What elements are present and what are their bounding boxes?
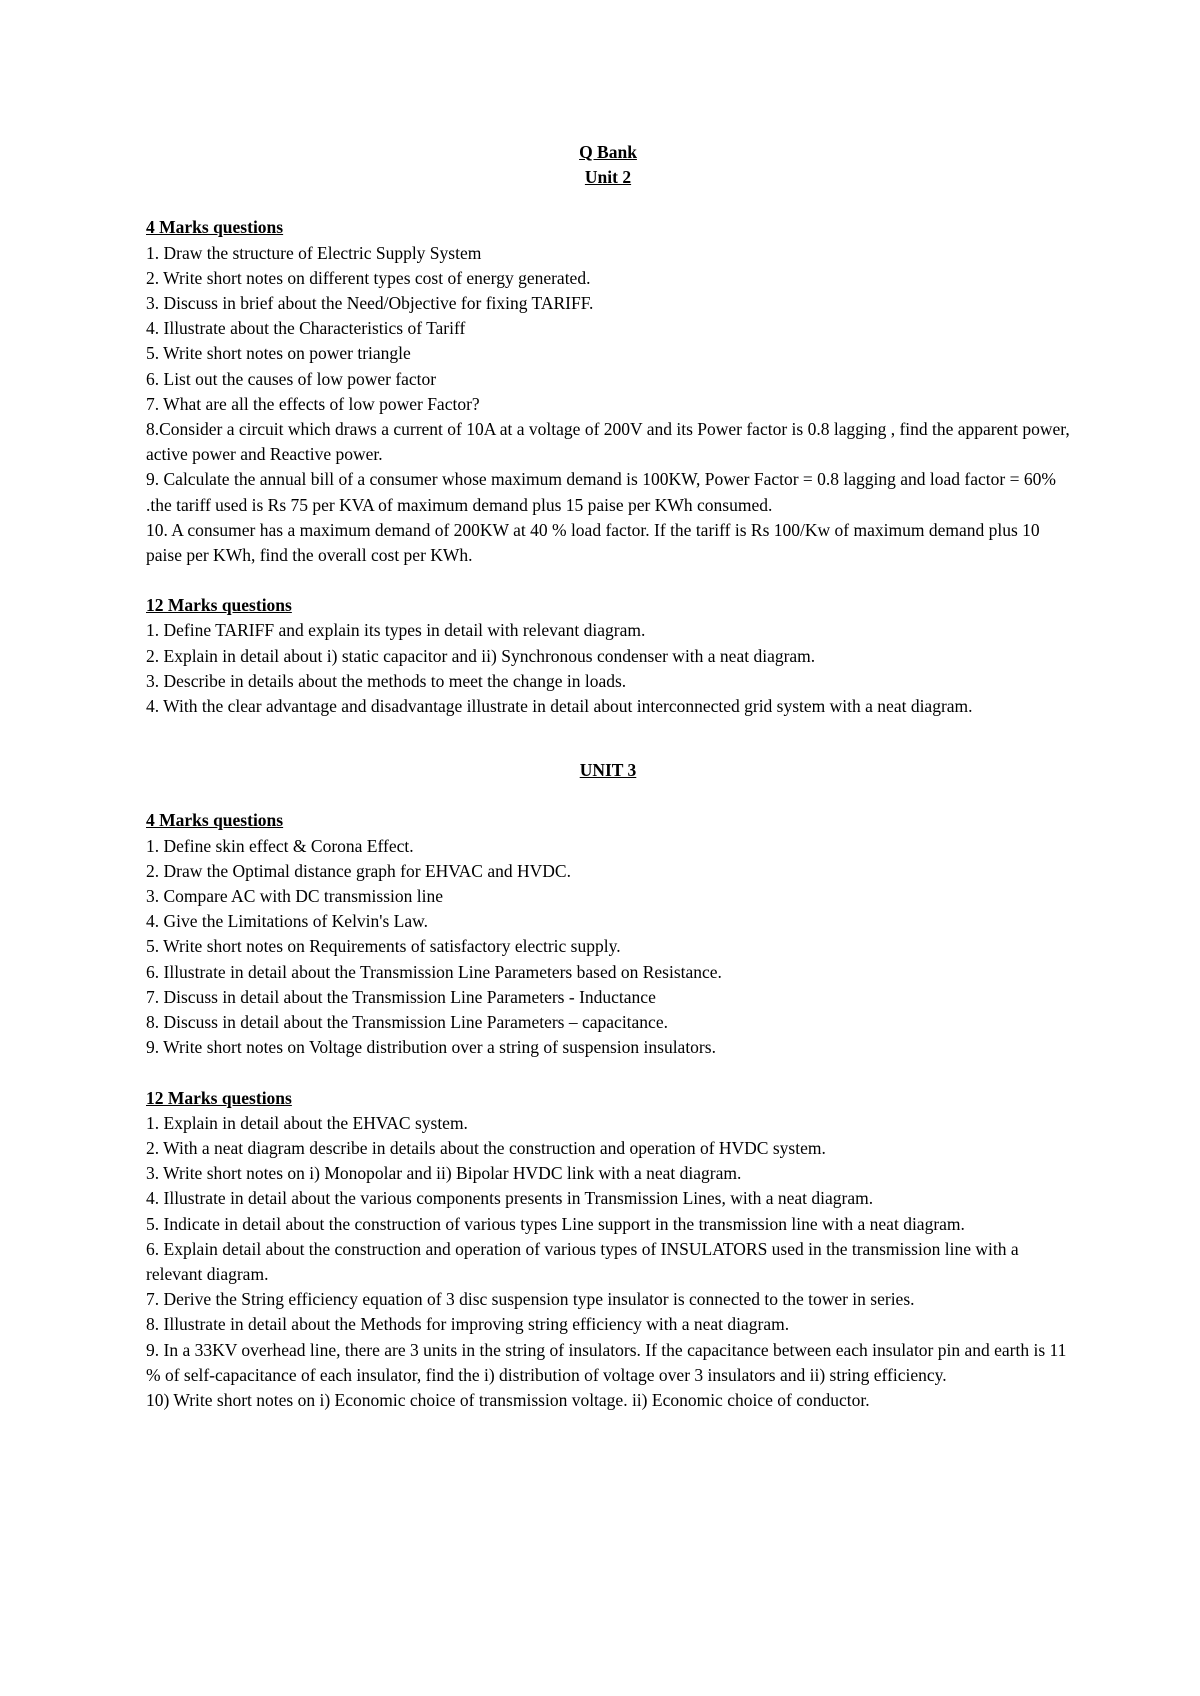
question-item: 3. Write short notes on i) Monopolar and ii) Bipolar HVDC link with a neat diagram. bbox=[146, 1163, 742, 1184]
question-item: 2. Write short notes on different types cost of energy generated. bbox=[146, 267, 591, 288]
question-item: 7. Discuss in detail about the Transmission Line Parameters - Inductance bbox=[146, 986, 656, 1007]
spacer bbox=[146, 190, 1070, 215]
question-item: 8.Consider a circuit which draws a current of 10A at a voltage of 200V and its Power factor is 0.8 lagging , find the apparent power, active power and Reactive power. bbox=[146, 419, 1070, 465]
unit-2-twelve-marks-heading: 12 Marks questions bbox=[146, 595, 292, 616]
question-item: 9. Write short notes on Voltage distribution over a string of suspension insulators. bbox=[146, 1037, 716, 1058]
document-title: Q Bank bbox=[579, 142, 637, 162]
question-item: 2. Explain in detail about i) static capacitor and ii) Synchronous condenser with a neat diagram. bbox=[146, 645, 816, 666]
question-item: 4. Illustrate about the Characteristics of Tariff bbox=[146, 318, 466, 339]
unit-3-twelve-marks-heading: 12 Marks questions bbox=[146, 1087, 292, 1108]
question-item: 4. With the clear advantage and disadvantage illustrate in detail about interconnected grid system with a neat diagram. bbox=[146, 696, 973, 717]
question-item: 3. Compare AC with DC transmission line bbox=[146, 886, 444, 907]
question-item: 9. In a 33KV overhead line, there are 3 units in the string of insulators. If the capacitance between each insulator pin and earth is 11 % of self-capacitance of each insulator, find the i) distribution of voltage over 3 insulators and ii) string efficiency. bbox=[146, 1339, 1067, 1385]
unit-3-four-marks-section bbox=[146, 808, 1070, 1060]
unit-2-four-marks-section bbox=[146, 215, 1070, 568]
unit-3-title: UNIT 3 bbox=[579, 760, 637, 781]
question-item: 4. Give the Limitations of Kelvin's Law. bbox=[146, 911, 428, 932]
question-item: 7. Derive the String efficiency equation of 3 disc suspension type insulator is connected to the tower in series. bbox=[146, 1289, 915, 1310]
unit-3-twelve-marks-section bbox=[146, 1086, 1070, 1414]
question-item: 7. What are all the effects of low power Factor? bbox=[146, 393, 480, 414]
question-item: 1. Explain in detail about the EHVAC system. bbox=[146, 1112, 468, 1133]
unit-3-four-marks-heading: 4 Marks questions bbox=[146, 810, 284, 831]
question-item: 6. List out the causes of low power factor bbox=[146, 368, 437, 389]
unit-2-four-marks-heading: 4 Marks questions bbox=[146, 217, 284, 238]
spacer bbox=[146, 719, 1070, 758]
spacer bbox=[146, 1061, 1070, 1086]
question-item: 5. Write short notes on power triangle bbox=[146, 343, 411, 364]
unit-2-title: Unit 2 bbox=[584, 167, 632, 188]
unit-2-four-marks-list bbox=[146, 241, 1070, 569]
question-item: 10) Write short notes on i) Economic choice of transmission voltage. ii) Economic choice of conductor. bbox=[146, 1389, 870, 1410]
spacer bbox=[146, 783, 1070, 808]
unit-2-twelve-marks-list bbox=[146, 618, 1070, 719]
question-item: 8. Illustrate in detail about the Methods for improving string efficiency with a neat diagram. bbox=[146, 1314, 790, 1335]
unit-2-twelve-marks-section bbox=[146, 593, 1070, 719]
unit-3-four-marks-list bbox=[146, 834, 1070, 1061]
question-item: 3. Describe in details about the methods to meet the change in loads. bbox=[146, 670, 627, 691]
unit-3-twelve-marks-list bbox=[146, 1111, 1070, 1413]
question-item: 4. Illustrate in detail about the various components presents in Transmission Lines, with a neat diagram. bbox=[146, 1188, 874, 1209]
question-item: 1. Draw the structure of Electric Supply System bbox=[146, 242, 482, 263]
question-item: 5. Indicate in detail about the construction of various types Line support in the transmission line with a neat diagram. bbox=[146, 1213, 965, 1234]
question-item: 6. Explain detail about the construction and operation of various types of INSULATORS used in the transmission line with a relevant diagram. bbox=[146, 1238, 1019, 1284]
question-item: 9. Calculate the annual bill of a consumer whose maximum demand is 100KW, Power Factor = 0.8 lagging and load factor = 60% .the tariff used is Rs 75 per KVA of maximum demand plus 15 paise per KWh consumed. bbox=[146, 469, 1056, 515]
spacer bbox=[146, 568, 1070, 593]
question-item: 1. Define TARIFF and explain its types in detail with relevant diagram. bbox=[146, 620, 646, 641]
question-item: 2. With a neat diagram describe in details about the construction and operation of HVDC system. bbox=[146, 1137, 826, 1158]
question-item: 8. Discuss in detail about the Transmission Line Parameters – capacitance. bbox=[146, 1012, 668, 1033]
question-item: 2. Draw the Optimal distance graph for EHVAC and HVDC. bbox=[146, 860, 571, 881]
question-item: 6. Illustrate in detail about the Transmission Line Parameters based on Resistance. bbox=[146, 961, 722, 982]
question-item: 5. Write short notes on Requirements of satisfactory electric supply. bbox=[146, 936, 621, 957]
question-item: 1. Define skin effect & Corona Effect. bbox=[146, 835, 414, 856]
question-item: 10. A consumer has a maximum demand of 200KW at 40 % load factor. If the tariff is Rs 100/Kw of maximum demand plus 10 paise per KWh, find the overall cost per KWh. bbox=[146, 519, 1040, 566]
question-item: 3. Discuss in brief about the Need/Objective for fixing TARIFF. bbox=[146, 293, 594, 314]
